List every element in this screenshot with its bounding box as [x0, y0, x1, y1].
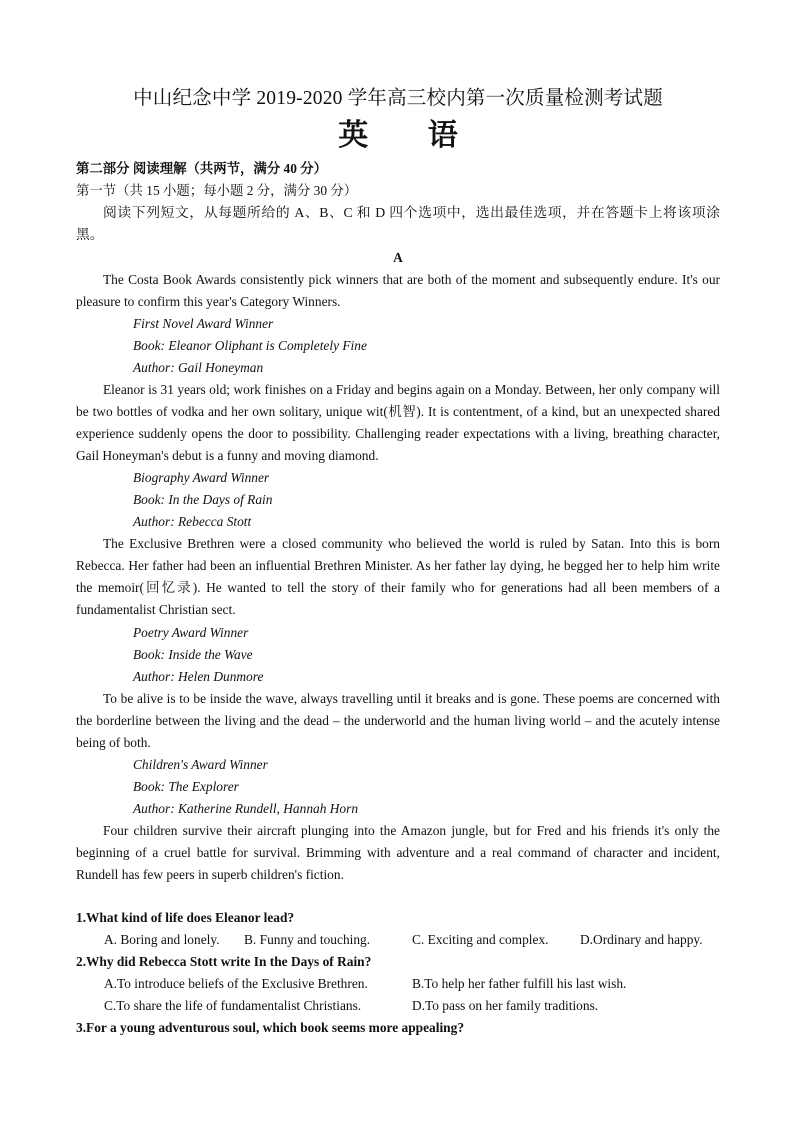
exam-page: [76, 84, 720, 1039]
option-a[interactable]: A. Boring and lonely.: [104, 932, 220, 948]
option-a[interactable]: A.To introduce beliefs of the Exclusive Brethren.: [104, 975, 368, 991]
spacer: [76, 886, 720, 907]
option-b[interactable]: B.To help her father fulfill his last wish.: [412, 975, 627, 991]
question-stem: 2.Why did Rebecca Stott write In the Days of Rain?: [76, 953, 372, 969]
option-c[interactable]: C. Exciting and complex.: [412, 932, 549, 948]
award-book: Book: In the Days of Rain: [133, 492, 273, 508]
award-biography: [76, 467, 720, 621]
award-description: The Exclusive Brethren were a closed community who believed the world is ruled by Satan. Into this is born Rebecca. Her father had been an influential Brethren Minister. As her father lay dying, he begged her to help him write the memoir(回忆录). He wanted to tell the story of their family who for generations had all been members of a fundamentalist Christian sect.: [76, 536, 720, 618]
award-author: Author: Gail Honeyman: [133, 359, 264, 375]
option-d[interactable]: D.Ordinary and happy.: [580, 932, 703, 948]
option-b[interactable]: B. Funny and touching.: [244, 932, 371, 948]
part-heading: 第二部分 阅读理解（共两节，满分 40 分）: [76, 161, 328, 176]
passage-label: A: [393, 249, 403, 265]
question-1: [76, 907, 720, 951]
award-description: To be alive is to be inside the wave, always travelling until it breaks and is gone. These poems are concerned with the borderline between the living and the dead – the underworld and the human living world – and the acutely intense being of both.: [76, 690, 720, 750]
award-description: Eleanor is 31 years old; work finishes on a Friday and begins again on a Monday. Between, her only company will be two bottles of vodka and her own solitary, unique wit(机智). It is contentment, of a kind, but an unexpected shared experience suddenly opens the door to possibility. Challenging reader expectations with a living, breathing character, Gail Honeyman's debut is a funny and moving diamond.: [76, 381, 720, 464]
award-category: Biography Award Winner: [133, 470, 270, 486]
option-c[interactable]: C.To share the life of fundamentalist Christians.: [104, 997, 362, 1013]
award-book: Book: Eleanor Oliphant is Completely Fine: [133, 337, 367, 353]
question-options: [76, 929, 720, 951]
award-author: Author: Katherine Rundell, Hannah Horn: [133, 800, 359, 816]
award-category: Poetry Award Winner: [133, 624, 249, 640]
award-category: Children's Award Winner: [133, 756, 268, 772]
instructions: 阅读下列短文，从每题所给的 A、B、C 和 D 四个选项中，选出最佳选项，并在答题卡上将该项涂黑。: [76, 204, 720, 243]
question-2: [76, 951, 720, 1017]
award-poetry: [76, 622, 720, 754]
award-category: First Novel Award Winner: [133, 315, 274, 331]
award-children: [76, 754, 720, 886]
award-author: Author: Rebecca Stott: [133, 514, 252, 530]
award-author: Author: Helen Dunmore: [133, 668, 264, 684]
subsection-heading: 第一节（共 15 小题；每小题 2 分，满分 30 分）: [76, 182, 358, 198]
subject-title: 英 语: [338, 119, 484, 152]
award-description: Four children survive their aircraft plunging into the Amazon jungle, but for Fred and his friends it's only the beginning of a cruel battle for survival. Brimming with adventure and a real command of character and incident, Rundell has few peers in superb children's fiction.: [76, 822, 720, 883]
award-first-novel: [76, 313, 720, 467]
question-3: [76, 1017, 720, 1039]
exam-title: 中山纪念中学 2019-2020 学年高三校内第一次质量检测考试题: [133, 88, 663, 109]
passage-intro: The Costa Book Awards consistently pick winners that are both of the moment and subsequently endure. It's our pleasure to confirm this year's Category Winners.: [76, 271, 720, 309]
award-book: Book: Inside the Wave: [133, 646, 253, 662]
question-options: [76, 973, 720, 995]
question-stem: 1.What kind of life does Eleanor lead?: [76, 910, 295, 926]
option-d[interactable]: D.To pass on her family traditions.: [412, 997, 599, 1013]
award-book: Book: The Explorer: [133, 778, 239, 794]
question-stem: 3.For a young adventurous soul, which book seems more appealing?: [76, 1019, 465, 1035]
question-options: [76, 995, 720, 1017]
